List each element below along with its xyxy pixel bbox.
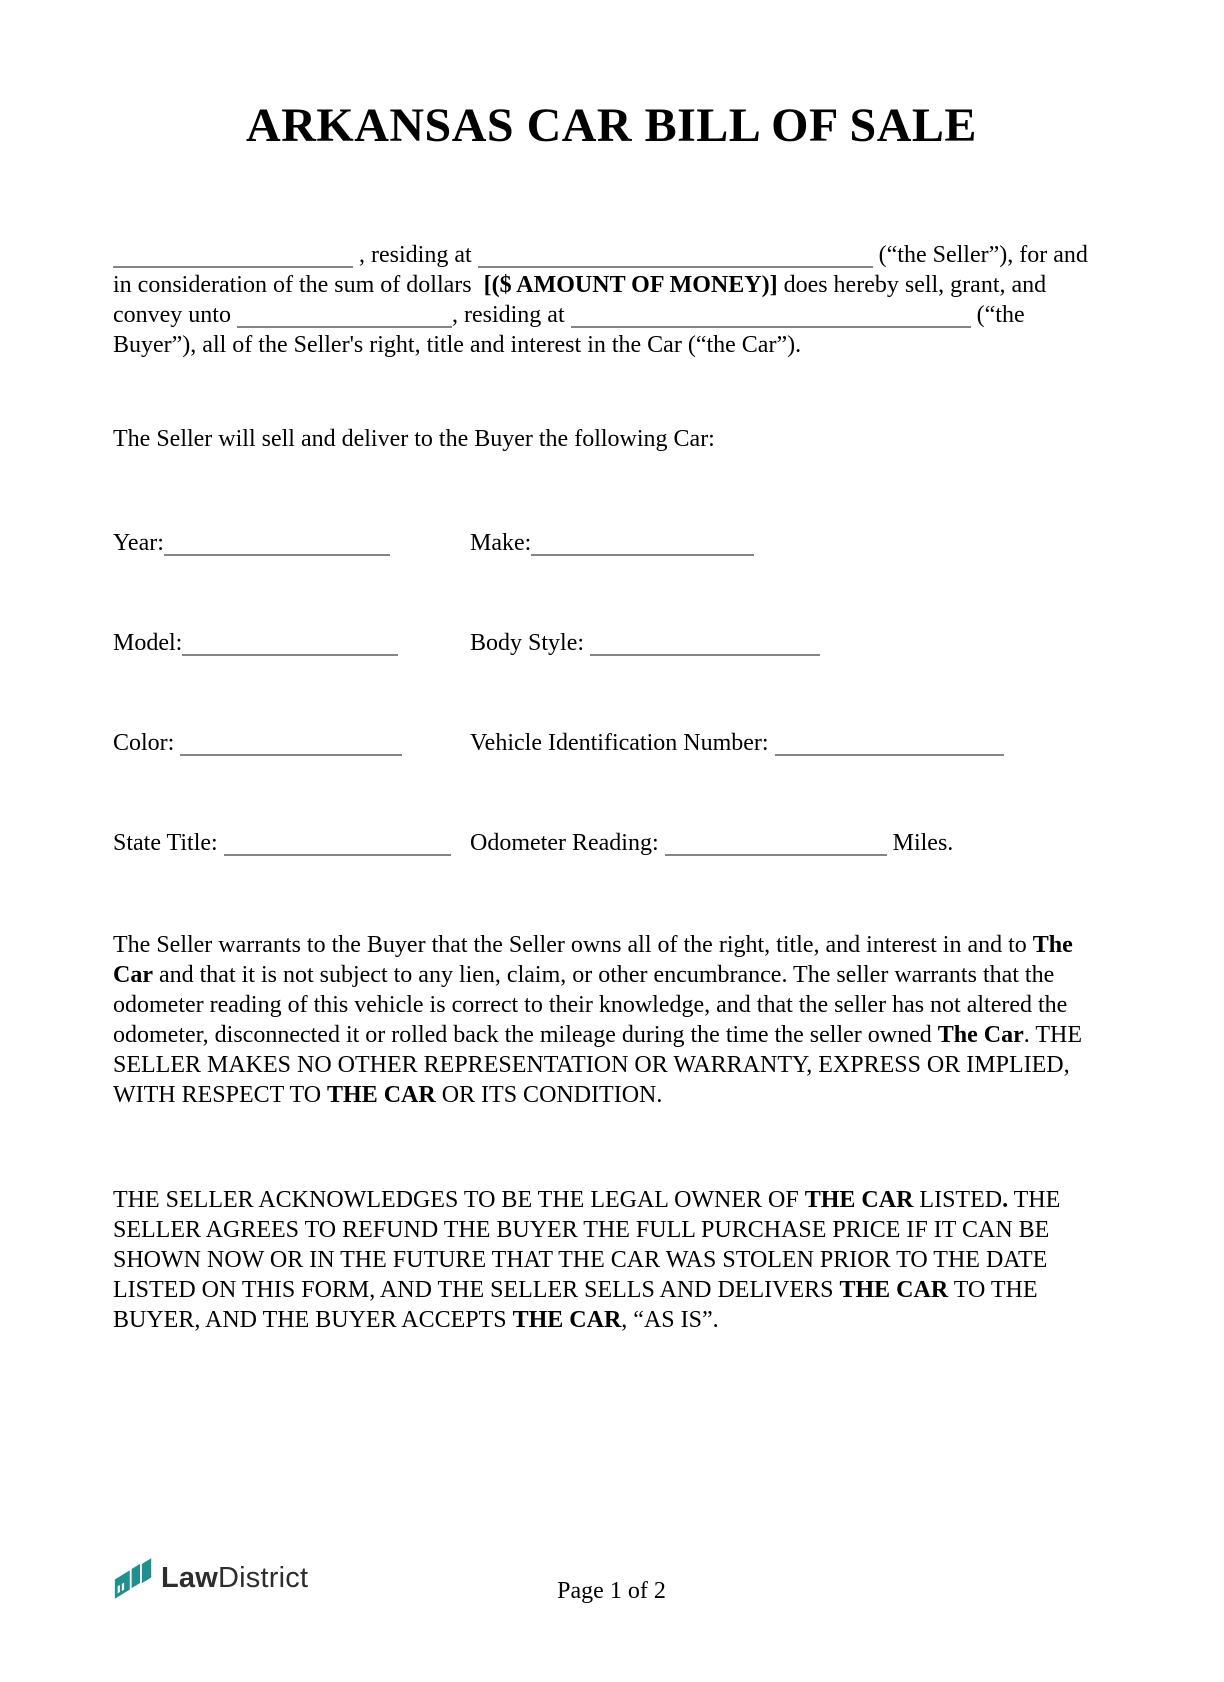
- page-footer: [113, 1550, 1110, 1620]
- document-title: ARKANSAS CAR BILL OF SALE: [246, 99, 977, 152]
- field-label: Body Style:: [470, 630, 591, 656]
- fill-in-blank-line[interactable]: [224, 832, 451, 856]
- bold-text: THE CAR: [839, 1277, 949, 1303]
- fill-in-blank-line[interactable]: [113, 244, 353, 268]
- document-body: [0, 98, 1224, 1335]
- fill-in-blank-line[interactable]: [182, 632, 398, 656]
- fill-in-blank-line[interactable]: [571, 304, 971, 328]
- document-page: [0, 98, 1224, 1682]
- field-state-title: [113, 828, 470, 858]
- bold-text: [($ AMOUNT OF MONEY)]: [483, 272, 778, 298]
- bold-text: THE CAR: [327, 1082, 436, 1108]
- field-body-style: [470, 628, 1110, 658]
- field-make: [470, 528, 1110, 558]
- field-label: State Title:: [113, 830, 224, 856]
- fill-in-blank-line[interactable]: [164, 532, 390, 556]
- field-label: Odometer Reading:: [470, 830, 665, 856]
- fill-in-blank-line[interactable]: [180, 732, 402, 756]
- field-label: Color:: [113, 730, 181, 756]
- field-label: Model:: [113, 630, 183, 656]
- acknowledgment-paragraph: THE SELLER ACKNOWLEDGES TO BE THE LEGAL OWNER OF THE CAR LISTED. THE SELLER AGREES TO REFUND THE BUYER THE FULL PURCHASE PRICE IF IT CAN BE SHOWN NOW OR IN THE FUTURE THAT THE CAR WAS STOLEN PRIOR TO THE DATE LISTED ON THIS FORM, AND THE SELLER SELLS AND DELIVERS THE CAR TO THE BUYER, AND THE BUYER ACCEPTS THE CAR, “AS IS”.: [113, 1187, 1061, 1333]
- field-vin: [470, 728, 1110, 758]
- fill-in-blank-line[interactable]: [237, 304, 452, 328]
- field-label: Make:: [470, 530, 532, 556]
- logo-word-law: Law: [161, 1562, 218, 1594]
- intro-paragraph: , residing at (“the Seller”), for and in consideration of the sum of dollars [($ AMOUNT OF MONEY)] does hereby sell, grant, and convey unto , residing at (“the Buyer”), all of the Seller's right, title and interest in the Car (“the Car”).: [113, 242, 1088, 358]
- fill-in-blank-line[interactable]: [531, 532, 754, 556]
- bold-text: THE CAR: [804, 1187, 914, 1213]
- deliver-statement: The Seller will sell and deliver to the Buyer the following Car:: [113, 426, 715, 452]
- bold-text: THE CAR: [512, 1307, 622, 1333]
- fill-in-blank-line[interactable]: [775, 732, 1004, 756]
- field-label: Vehicle Identification Number:: [470, 730, 775, 756]
- vehicle-fields-grid: [113, 528, 1110, 858]
- field-label: Year:: [113, 530, 164, 556]
- field-year: [113, 528, 470, 558]
- warranty-paragraph: The Seller warrants to the Buyer that the Seller owns all of the right, title, and interest in and to The Car and that it is not subject to any lien, claim, or other encumbrance. The seller warrants that the odometer reading of this vehicle is correct to their knowledge, and that the seller has not altered the odometer, disconnected it or rolled back the mileage during the time the seller owned The Car. THE SELLER MAKES NO OTHER REPRESENTATION OR WARRANTY, EXPRESS OR IMPLIED, WITH RESPECT TO THE CAR OR ITS CONDITION.: [113, 932, 1082, 1108]
- page-number-label: Page 1 of 2: [557, 1578, 666, 1604]
- field-color: [113, 728, 470, 758]
- bold-text: The Car: [937, 1022, 1024, 1048]
- field-model: [113, 628, 470, 658]
- fill-in-blank-line[interactable]: [590, 632, 820, 656]
- fill-in-blank-line[interactable]: [478, 244, 873, 268]
- fill-in-blank-line[interactable]: [665, 832, 887, 856]
- bold-text: The Car: [113, 932, 1073, 988]
- bold-text: .: [1002, 1187, 1009, 1213]
- field-suffix: Miles.: [886, 830, 954, 856]
- field-odometer-reading: [470, 828, 1110, 858]
- logo-word-district: District: [218, 1562, 309, 1594]
